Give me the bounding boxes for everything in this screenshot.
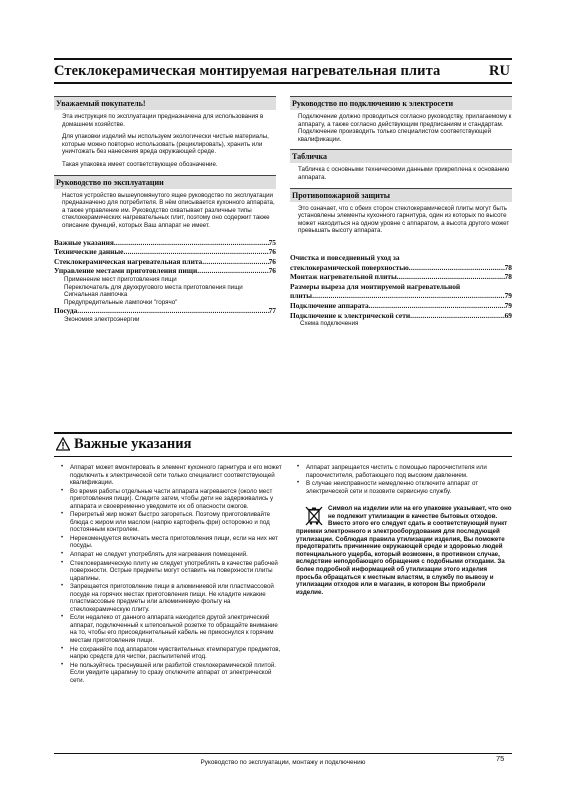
important-notes-title: Важные указания <box>74 436 192 452</box>
toc-entry: стеклокерамической поверхностью ..... 78 <box>290 263 512 273</box>
toc-entry: Важные указания ..... 75 <box>54 238 276 248</box>
toc-entry: Подключение аппарата ..... 79 <box>290 301 512 311</box>
page-title: Стеклокерамическая монтируемая нагревательная плита <box>54 63 441 79</box>
footer-text: Руководство по эксплуатации, монтажу и подключению <box>200 759 366 766</box>
list-item: • Не пользуйтесь треснувшей или разбитой стеклокерамической плитой. Если увидите царапину то сразу отключите аппарат от электрической сети. <box>54 662 286 685</box>
paragraph: Это означает, что с обеих сторон стеклокерамической плиты могут быть установлены элементы кухонного гарнитура, один из которых по высоте может находиться на одном уровне с аппаратом, а высота другого может превышать высоту аппарата. <box>298 204 510 235</box>
toc-subentry: Экономия электроэнергии <box>64 315 140 323</box>
list-item: • Запрещается приготовление пищи в алюминиевой или пластмассовой посуде на горячих местах приготовления пищи. Не кладите никакие пластмассовые предметы или алюминиевую фольгу на стеклокерамическую плиту. <box>54 583 286 613</box>
paragraph: Такая упаковка имеет соответствующее обозначение. <box>62 160 218 168</box>
important-notes-right <box>290 464 512 596</box>
language-code: RU <box>489 63 510 79</box>
footer-rule <box>54 753 512 754</box>
paragraph: Табличка с основными техническими данными прикреплена к основанию аппарата. <box>298 166 510 181</box>
disposal-notice-text: Символ на изделии или на его упаковке указывает, что оно не подлежит утилизации в качестве бытовых отходов. Вместо этого его следует сдать в соответствующий пункт приемки электронного и электрооборудования для последующей утилизации. Соблюдая правила утилизации изделия, Вы поможете предотвратить причинение окружающей среде и здоровью людей потенциального ущерба, который возможен, в противном случае, вследствие неподобающего обращения с подобными отходами. За более подробной информацией об утилизации этого изделия просьба обращаться к местным властям, в службу по вывозу и утилизации отходов или в магазин, в котором Вы приобрели изделие. <box>296 505 512 596</box>
list-item: • Перегретый жир может быстро загореться. Поэтому приготовливайте блюда с жиром или маслом (напрю картофель фри) осторожно и под постоянным контролем. <box>54 511 286 534</box>
left-column <box>54 96 276 323</box>
list-item: • Аппарат запрещается чистить с помощью пароочистителя или пароочистителя, работающего под высоким давлением. <box>290 464 512 479</box>
list-item: • В случае неисправности немедленно отключите аппарат от электрической сети и позовите сервисную службу. <box>290 480 512 495</box>
toc-entry: Подключение к электрической сети ..... 69 <box>290 311 512 321</box>
list-item: • Не сохраняйте под аппаратом чувствительных ктемператуpe предметов, напрю средств для чистки, распылителей итод. <box>54 646 286 661</box>
toc-entry: Посуда ..... 77 <box>54 306 276 316</box>
list-item: • Стеклокерамическую плиту не следует употреблять в качестве рабочей поверхности. Острые предметы могут оставить на поверхности плиты царапины. <box>54 560 286 583</box>
toc-subentry: Предупредительные лампочки "горячо" <box>64 298 178 306</box>
toc-subentry: Сигнальная лампочка <box>64 291 128 299</box>
table-of-contents-right <box>290 253 512 328</box>
list-item: • Аппарат не следует употреблять для нагревания помещений. <box>54 551 286 559</box>
toc-entry: Стеклокерамическая нагревательная плита ..... 76 <box>54 257 276 267</box>
crossed-bin-icon <box>304 505 324 527</box>
toc-entry: Очистка и повседневный уход за <box>290 252 400 262</box>
section-heading-manual: Руководство по эксплуатации <box>54 175 276 189</box>
toc-subentry: Схема подключения <box>300 320 359 328</box>
toc-entry: Монтаж нагревательной плиты ..... 78 <box>290 272 512 282</box>
list-item: • Вo время работы отдельные части аппарата нагреваются (около мест приготовления пищи). Следите затем, чтобы дети не задерживались у аппарата и своевременно уведомите их об опасности ожогов. <box>54 488 286 511</box>
paragraph: Эта инструкция по эксплуатации предназначена для использования в домашнем хозяйстве. <box>62 113 264 128</box>
section-heading-plate: Табличка <box>290 149 512 163</box>
page-number: 75 <box>496 754 505 763</box>
toc-subentry: Переключатель для двухкругового места приготовления пищи <box>64 283 243 291</box>
table-of-contents-left <box>54 238 276 324</box>
toc-subentry: Применение мест приготовления пищи <box>64 275 177 283</box>
important-notes-left <box>54 464 286 685</box>
section-heading-fire-protection: Противопожарной защиты <box>290 188 512 202</box>
paragraph: Настоя устройство вышеупомянутого ящее руководство по эксплуатации предназначено для потребителя. В нём описывается кухонного аппарата, а также управление им. Руководство охватывает различные типы стеклокерамических нагревательных плит, поэтому оно содержит также описание функций, которых Ваш аппарат не имеет. <box>62 191 275 229</box>
section-heading-connection: Руководство по подключению к электросети <box>290 96 512 110</box>
section-heading-dear-customer: Уважаемый покупатель! <box>54 96 276 110</box>
disposal-notice <box>290 505 512 596</box>
toc-entry: Технические данные ..... 76 <box>54 247 276 257</box>
paragraph: Для упаковки изделий мы используем экологически чистые материалы, которые можно повторно использовать (рециклировать), хранить или уничтожать без нанесения вреда окружающей среде. <box>62 133 269 156</box>
right-column <box>290 96 512 328</box>
toc-entry: Управление местами приготовления пищи ..... 76 <box>54 266 276 276</box>
list-item: • Если недалеко от данного аппарата находится другой электрический аппарат, подключенный к штепсельной розетке то обращайте внимание на то, чтобы его присоединительный кабель не прикоснулся к горячим местам приготовления пищи. <box>54 614 286 644</box>
warning-icon <box>56 437 70 451</box>
toc-entry: плиты ..... 79 <box>290 291 512 301</box>
list-item: • Нерекомендуется включать места приготовления пищи, если на них нет посуды. <box>54 535 286 550</box>
paragraph: Подключение должно проводиться согласно руководству, прилагаемому к аппарату, а также согласно действующим предписаниям и стандартам. Подключение производить только специалистом соответствующей квалификации. <box>298 113 512 143</box>
important-notes-header <box>54 432 512 457</box>
toc-entry: Размеры выреза для монтируемой нагревательной <box>290 281 461 291</box>
list-item: • Аппарат может вмонтировать в элемент кухонного гарнитура и его может подключить к электрической сети только специалист соответствующей квалификации. <box>54 464 286 487</box>
page-header <box>54 58 512 84</box>
